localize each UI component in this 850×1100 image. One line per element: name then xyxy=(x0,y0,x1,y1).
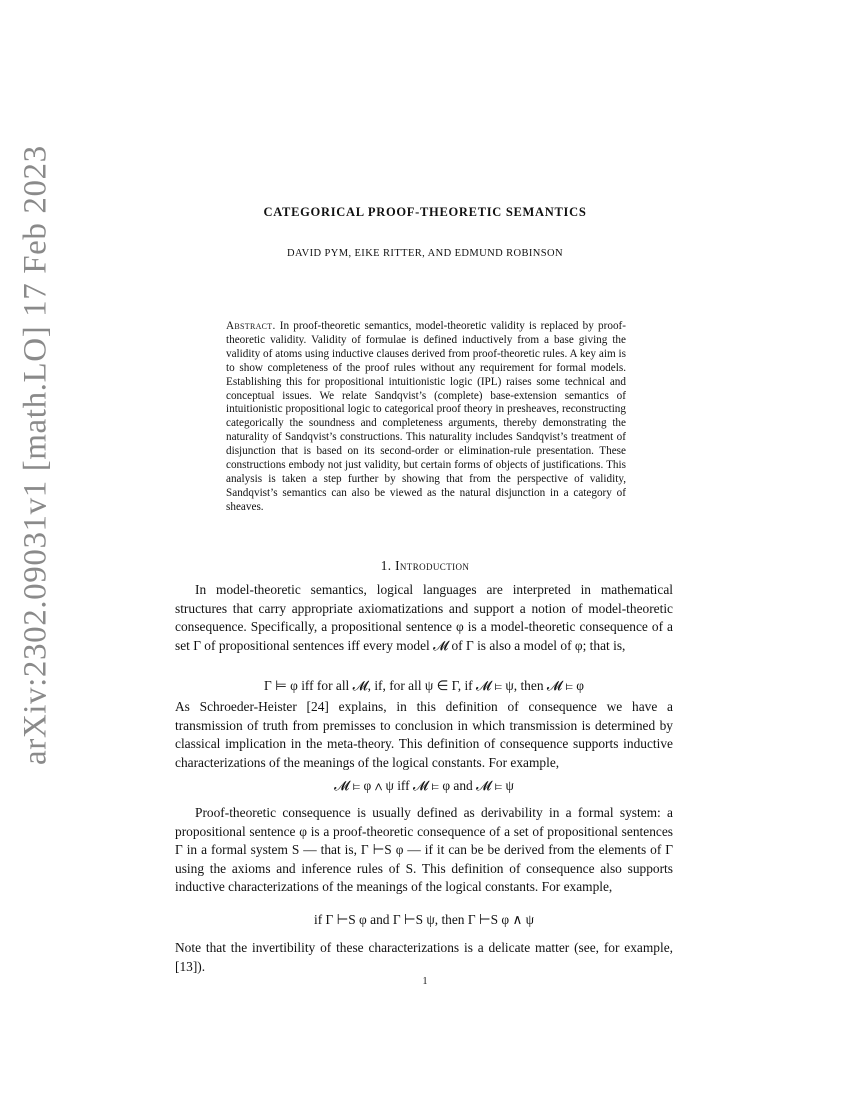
equation-conjunction-model: 𝓜 ⊨ φ ∧ ψ iff 𝓜 ⊨ φ and 𝓜 ⊨ ψ xyxy=(334,778,514,793)
paragraph-model-theoretic: In model-theoretic semantics, logical languages are interpreted in mathematical structures that carry appropriate axiomatizations and support a notion of model-theoretic consequence. Specifically, a propositional sentence φ is a model-theoretic consequence of a set Γ of propositional sentences iff every model 𝓜 of Γ is also a model of φ; that is, xyxy=(175,582,673,653)
equation-model-consequence: Γ ⊨ φ iff for all 𝓜, if, for all ψ ∈ Γ, if 𝓜 ⊨ ψ, then 𝓜 ⊨ φ xyxy=(264,678,584,693)
section-heading xyxy=(0,558,850,574)
arxiv-stamp: arXiv:2302.09031v1 [math.LO] 17 Feb 2023 xyxy=(17,145,54,765)
abstract-text: In proof-theoretic semantics, model-theoretic validity is replaced by proof-theoretic validity. Validity of formulae is defined inductively from a base giving the validity of atoms using inductive clauses derived from proof-theoretic rules. A key aim is to show completeness of the proof rules without any requirement for formal models. Establishing this for propositional intuitionistic logic (IPL) raises some technical and conceptual issues. We relate Sandqvist’s (complete) base-extension semantics of intuitionistic propositional logic to categorical proof theory in presheaves, reconstructing categorically the soundness and completeness arguments, thereby demonstrating the naturality of Sandqvist’s constructions. This naturality includes Sandqvist’s treatment of disjunction that is based on its second-order or elimination-rule presentation. These constructions embody not just validity, but certain forms of objects of justifications. This analysis is taken a step further by showing that from the perspective of validity, Sandqvist’s semantics can also be viewed as the natural disjunction in a category of sheaves. xyxy=(226,320,627,513)
abstract-label: Abstract. xyxy=(226,320,276,332)
paper-title: CATEGORICAL PROOF-THEORETIC SEMANTICS xyxy=(263,205,587,219)
equation-conjunction-proof: if Γ ⊢S φ and Γ ⊢S ψ, then Γ ⊢S φ ∧ ψ xyxy=(313,912,535,927)
paragraph-schroeder-heister: As Schroeder-Heister [24] explains, in this definition of consequence we have a transmission of truth from premisses to conclusion in which transmission is determined by classical implication in the meta-theory. This definition of consequence supports inductive characterizations of the meanings of the logical constants. For example, xyxy=(175,699,673,770)
author-list: DAVID PYM, EIKE RITTER, AND EDMUND ROBINSON xyxy=(286,248,563,259)
section-number: 1. xyxy=(380,558,392,573)
paragraph-proof-theoretic: Proof-theoretic consequence is usually defined as derivability in a formal system: a propositional sentence φ is a proof-theoretic consequence of a set of propositional sentences Γ in a formal system S — that is, Γ ⊢S φ — if it can be be derived from the elements of Γ using the axioms and inference rules of S. This definition of consequence also supports inductive characterizations of the meanings of the logical constants. For example, xyxy=(175,805,673,895)
page-number: 1 xyxy=(422,976,428,987)
paragraph-invertibility: Note that the invertibility of these characterizations is a delicate matter (see, for example, [13]). xyxy=(175,940,673,974)
section-title: Introduction xyxy=(395,558,470,573)
abstract xyxy=(226,320,626,515)
